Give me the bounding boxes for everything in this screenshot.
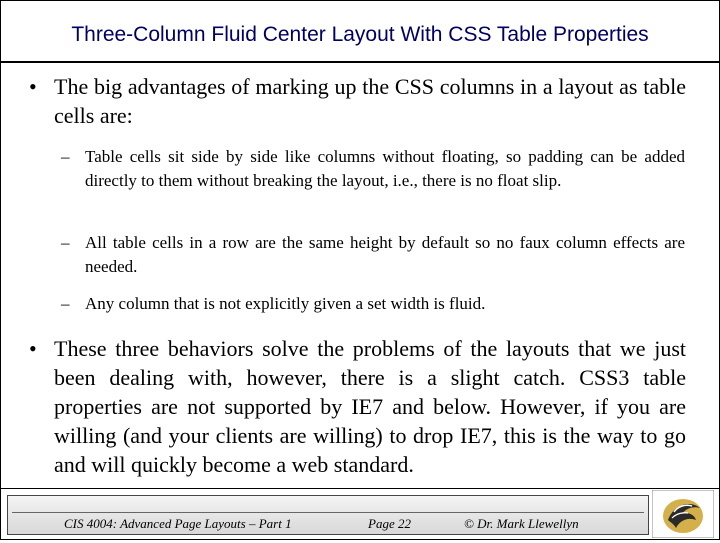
footer-page-number: Page 22 xyxy=(368,516,411,531)
pegasus-logo-icon xyxy=(652,490,714,538)
footer-course: CIS 4004: Advanced Page Layouts – Part 1 xyxy=(64,516,292,531)
slide-footer xyxy=(0,488,720,540)
subitem-text: Table cells sit side by side like columns without floating, so padding can be added directly to them without breaking the layout, i.e., there is no float slip. xyxy=(85,147,685,190)
subitem-marker: – xyxy=(61,233,70,252)
bullet-text: These three behaviors solve the problems of the layouts that we just been dealing with, however, there is a slight catch. CSS3 table properties are not supported by IE7 and below. However, if you are willing (and your clients are willing) to drop IE7, this is the way to go and will quickly become a web standard. xyxy=(54,336,686,477)
subitem-text: Any column that is not explicitly given a set width is fluid. xyxy=(85,294,486,313)
slide-content xyxy=(0,63,720,488)
bullet-marker: • xyxy=(29,74,37,99)
subitem-text: All table cells in a row are the same height by default so no faux column effects are needed. xyxy=(85,233,685,276)
slide-title-bar xyxy=(0,0,720,61)
footer-author: © Dr. Mark Llewellyn xyxy=(464,516,579,531)
footer-rule xyxy=(12,512,644,513)
footer-banner xyxy=(7,495,649,535)
subitem-marker: – xyxy=(61,294,70,313)
bullet-text: The big advantages of marking up the CSS columns in a layout as table cells are: xyxy=(54,74,686,128)
subitem-marker: – xyxy=(61,147,70,166)
bullet-marker: • xyxy=(29,336,37,361)
slide-title: Three-Column Fluid Center Layout With CSS Table Properties xyxy=(71,23,649,46)
